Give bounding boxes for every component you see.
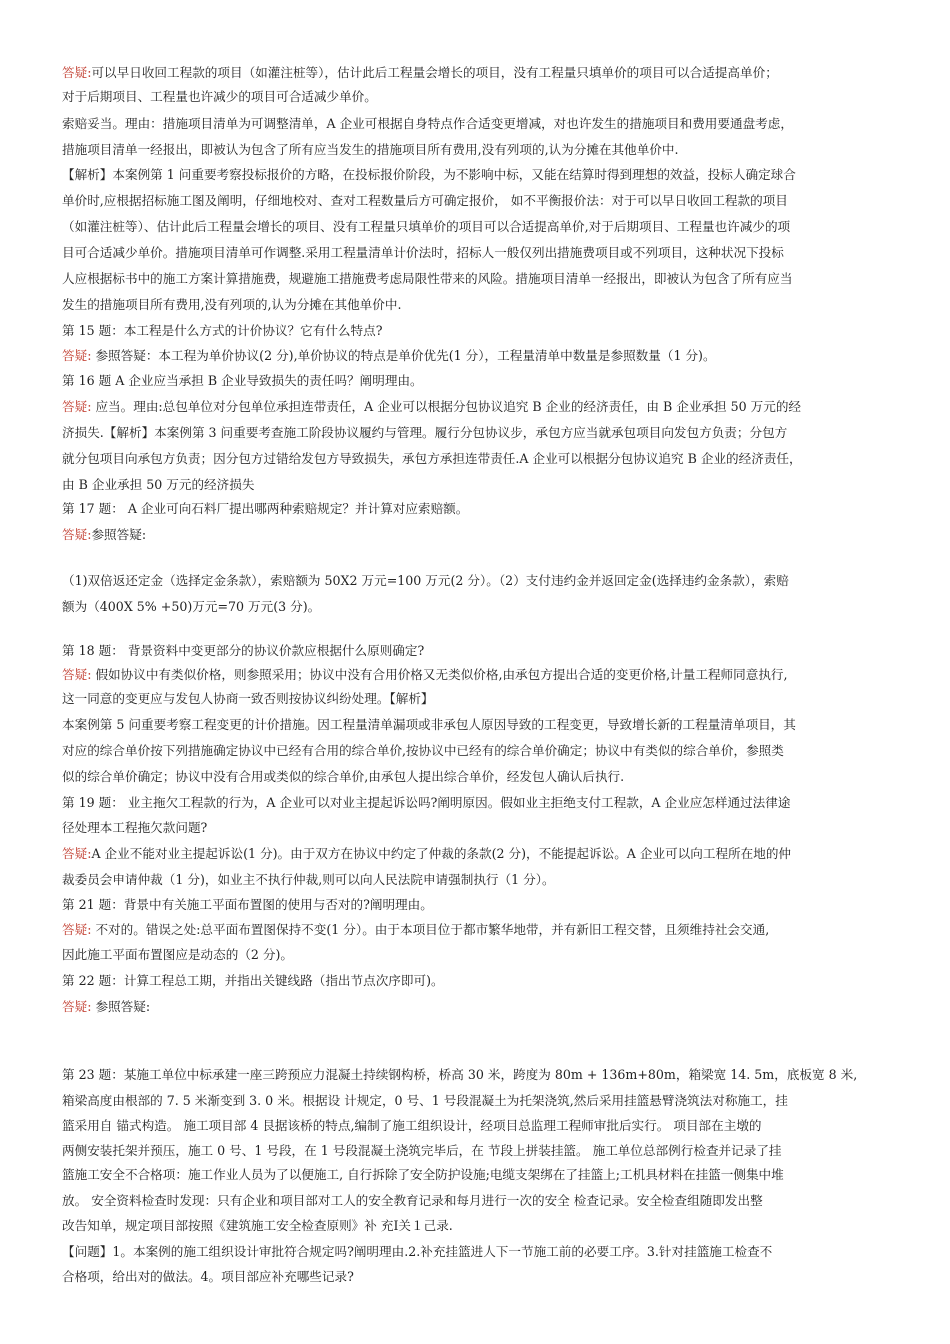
line-text: 参照答疑:	[91, 999, 151, 1014]
line-text: 径处理本工程拖欠款问题?	[62, 820, 208, 835]
text-line	[62, 296, 401, 313]
answer-line	[62, 998, 150, 1015]
line-text: 这一同意的变更应与发包人协商一致否则按协议纠纷处理。【解析】	[62, 691, 434, 706]
line-text: 裁委员会申请仲裁（1 分)，如业主不执行仲裁,则可以向人民法院申请强制执行（1 分）。	[62, 872, 555, 887]
text-line	[62, 946, 293, 963]
text-line	[62, 896, 433, 913]
line-text: （1)双倍返还定金（选择定金条款），索赔额为 50X2 万元=100 万元(2 分）。（2）支付违约金并返回定金(选择违约金条款），索赔	[62, 573, 789, 588]
text-line	[62, 88, 377, 105]
line-text: 第 19 题： 业主拖欠工程款的行为，A 企业可以对业主提起诉讼吗?阐明原因。假如业主拒绝支付工程款，A 企业应怎样通过法律途	[62, 795, 791, 810]
line-text: 第 16 题 A 企业应当承担 B 企业导致损失的责任吗？阐明理由。	[62, 373, 423, 388]
line-text: 箱梁高度由根部的 7. 5 米渐变到 3. 0 米。根据设 计规定，0 号、1 号段混凝土为托架浇筑,然后采用挂篮悬臂浇筑法对称施工，挂	[62, 1093, 788, 1108]
text-line	[62, 819, 207, 836]
line-text: 假如协议中有类似价格，则参照采用；协议中没有合用价格又无类似价格,由承包方提出合适的变更价格,计量工程师同意执行,	[91, 667, 788, 682]
line-text: 对应的综合单价按下列措施确定协议中已经有合用的综合单价,按协议中已经有的综合单价确定；协议中有类似的综合单价，参照类	[62, 743, 784, 758]
text-line	[62, 716, 796, 733]
line-text: 第 23 题：某施工单位中标承建一座三跨预应力混凝土持续钢构桥，桥高 30 米，跨度为 80m + 136m+80m，箱梁宽 14. 5m，底板宽 8 米,	[62, 1067, 858, 1082]
text-line	[62, 1192, 763, 1209]
text-line	[62, 270, 792, 287]
line-text: 篮采用自 锚式构造。 施工项目部 4 艮据该桥的特点,编制了施工组织设计，经项目总监理工程师审批后实行。 项目部在主墩的	[62, 1118, 762, 1133]
line-text: 篮施工安全不合格项：施工作业人员为了以便施工, 自行拆除了安全防护设施;电缆支架绑在了挂篮上;工机具材料在挂篮一侧集中堆	[62, 1167, 784, 1182]
text-line	[62, 768, 624, 785]
line-text: （如灌注桩等）、估计此后工程量会增长的项目、没有工程量只填单价的项目可以合适提高单价,对于后期项目、工程量也许减少的项	[62, 219, 791, 234]
text-line	[62, 690, 434, 707]
text-line	[62, 871, 555, 888]
line-text: 两侧安装托架并预压，施工 0 号、1 号段，在 1 号段混凝土浇筑完毕后，在 节段上拼装挂篮。 施工单位总部例行检查并记录了挂	[62, 1143, 782, 1158]
text-line	[62, 218, 790, 235]
answer-label: 答疑:	[62, 527, 92, 542]
answer-line	[62, 921, 769, 938]
text-line	[62, 1268, 354, 1285]
answer-label: 答疑:	[62, 348, 92, 363]
line-text: 【问题】1。本案例的施工组织设计审批符合规定吗?阐明理由.2.补充挂篮进人下一节施工前的必要工序。3.针对挂篮施工检查不	[62, 1244, 773, 1259]
line-text: 对于后期项目、工程量也许减少的项目可合适减少单价。	[62, 89, 377, 104]
text-line	[62, 1066, 857, 1083]
line-text: 第 18 题： 背景资料中变更部分的协议价款应根据什么原则确定?	[62, 643, 425, 658]
line-text: 参照答疑:	[91, 527, 147, 542]
text-line	[62, 115, 793, 132]
text-line	[62, 972, 444, 989]
text-line	[62, 166, 796, 183]
text-line	[62, 322, 382, 339]
line-text: 目可合适减少单价。措施项目清单可作调整.采用工程量清单计价法时，招标人一般仅列出措施费项目或不列项目，这种状况下投标	[62, 245, 784, 260]
line-text: 第 17 题： A 企业可向石料厂提出哪两种索赔规定？并计算对应索赔额。	[62, 501, 469, 516]
text-line	[62, 372, 423, 389]
line-text: 因此施工平面布置图应是动态的（2 分)。	[62, 947, 294, 962]
text-line	[62, 141, 679, 158]
answer-label: 答疑:	[62, 999, 92, 1014]
line-text: 由 B 企业承担 50 万元的经济损失	[62, 477, 255, 492]
text-line	[62, 244, 784, 261]
line-text: 第 15 题：本工程是什么方式的计价协议？它有什么特点?	[62, 323, 383, 338]
text-line	[62, 424, 787, 441]
line-text: A 企业不能对业主提起诉讼(1 分)。由于双方在协议中约定了仲裁的条款(2 分)，不能提起诉讼。A 企业可以向工程所在地的仲	[91, 846, 792, 861]
line-text: 索赔妥当。理由：措施项目清单为可调整清单，A 企业可根据自身特点作合适变更增减，对也许发生的措施项目和费用要通盘考虑，	[62, 116, 793, 131]
line-text: 似的综合单价确定；协议中没有合用或类似的综合单价,由承包人提出综合单价，经发包人确认后执行.	[62, 769, 625, 784]
answer-line	[62, 666, 788, 683]
answer-label: 答疑:	[62, 65, 92, 80]
answer-line	[62, 526, 146, 543]
text-line	[62, 476, 254, 493]
line-text: 不对的。错误之处:总平面布置图保持不变(1 分）。由于本项目位于都市繁华地带，并有新旧工程交替，且须维持社会交通,	[91, 922, 770, 937]
line-text: 措施项目清单一经报出，即被认为包含了所有应当发生的措施项目所有费用,没有列项的,认为分摊在其他单价中.	[62, 142, 679, 157]
answer-label: 答疑:	[62, 399, 92, 414]
line-text: 第 22 题：计算工程总工期，并指出关键线路（指出节点次序即可)。	[62, 973, 444, 988]
text-line	[62, 450, 802, 467]
text-line	[62, 500, 468, 517]
line-text: 第 21 题：背景中有关施工平面布置图的使用与否对的?阐明理由。	[62, 897, 433, 912]
text-line	[62, 1217, 453, 1234]
text-line	[62, 1092, 788, 1109]
line-text: 就分包项目向承包方负责；因分包方过错给发包方导致损失，承包方承担连带责任.A 企业可以根据分包协议追究 B 企业的经济责任，	[62, 451, 802, 466]
line-text: 合格项，给出对的做法。4。项目部应补充哪些记录?	[62, 1269, 354, 1284]
text-line	[62, 192, 788, 209]
line-text: 【解析】本案例第 1 问重要考察投标报价的方略，在投标报价阶段，为不影响中标，又能在结算时得到理想的效益，投标人确定球合	[62, 167, 796, 182]
text-line	[62, 742, 784, 759]
answer-line	[62, 845, 791, 862]
answer-label: 答疑:	[62, 667, 92, 682]
answer-line	[62, 398, 801, 415]
text-line	[62, 1142, 782, 1159]
line-text: 改告知单，规定项目部按照《建筑施工安全检查原则》补 充Ⅰ关１己录.	[62, 1218, 453, 1233]
text-line	[62, 1166, 784, 1183]
text-line	[62, 642, 424, 659]
line-text: 发生的措施项目所有费用,没有列项的,认为分摊在其他单价中.	[62, 297, 402, 312]
text-line	[62, 572, 789, 589]
text-line	[62, 1117, 762, 1134]
answer-label: 答疑:	[62, 846, 92, 861]
line-text: 可以早日收回工程款的项目（如灌注桩等），估计此后工程量会增长的项目，没有工程量只填单价的项目可以合适提高单价；	[91, 65, 778, 80]
line-text: 参照答疑：本工程为单价协议(2 分),单价协议的特点是单价优先(1 分），工程量清单中数量是参照数量（1 分)。	[91, 348, 716, 363]
line-text: 应当。理由:总包单位对分包单位承担连带责任，A 企业可以根据分包协议追究 B 企业的经济责任，由 B 企业承担 50 万元的经	[91, 399, 802, 414]
answer-line	[62, 347, 716, 364]
line-text: 额为（400X 5% +50)万元=70 万元(3 分)。	[62, 599, 321, 614]
text-line	[62, 598, 320, 615]
line-text: 本案例第 5 问重要考察工程变更的计价措施。因工程量清单漏项或非承包人原因导致的工程变更，导致增长新的工程量清单项目，其	[62, 717, 796, 732]
answer-label: 答疑:	[62, 922, 92, 937]
text-line	[62, 1243, 772, 1260]
answer-line	[62, 64, 778, 81]
line-text: 单价时,应根据招标施工图及阐明，仔细地校对、查对工程数量后方可确定报价， 如不平衡报价法：对于可以早日收回工程款的项目	[62, 193, 788, 208]
line-text: 放。 安全资料检查时发现：只有企业和项目部对工人的安全教育记录和每月进行一次的安全 检查记录。安全检查组随即发出整	[62, 1193, 763, 1208]
text-line	[62, 794, 790, 811]
line-text: 济损失.【解析】本案例第 3 问重要考查施工阶段协议履约与管理。履行分包协议步，承包方应当就承包项目向发包方负责；分包方	[62, 425, 788, 440]
line-text: 人应根据标书中的施工方案计算措施费，规避施工措施费考虑局限性带来的风险。措施项目清单一经报出，即被认为包含了所有应当	[62, 271, 793, 286]
